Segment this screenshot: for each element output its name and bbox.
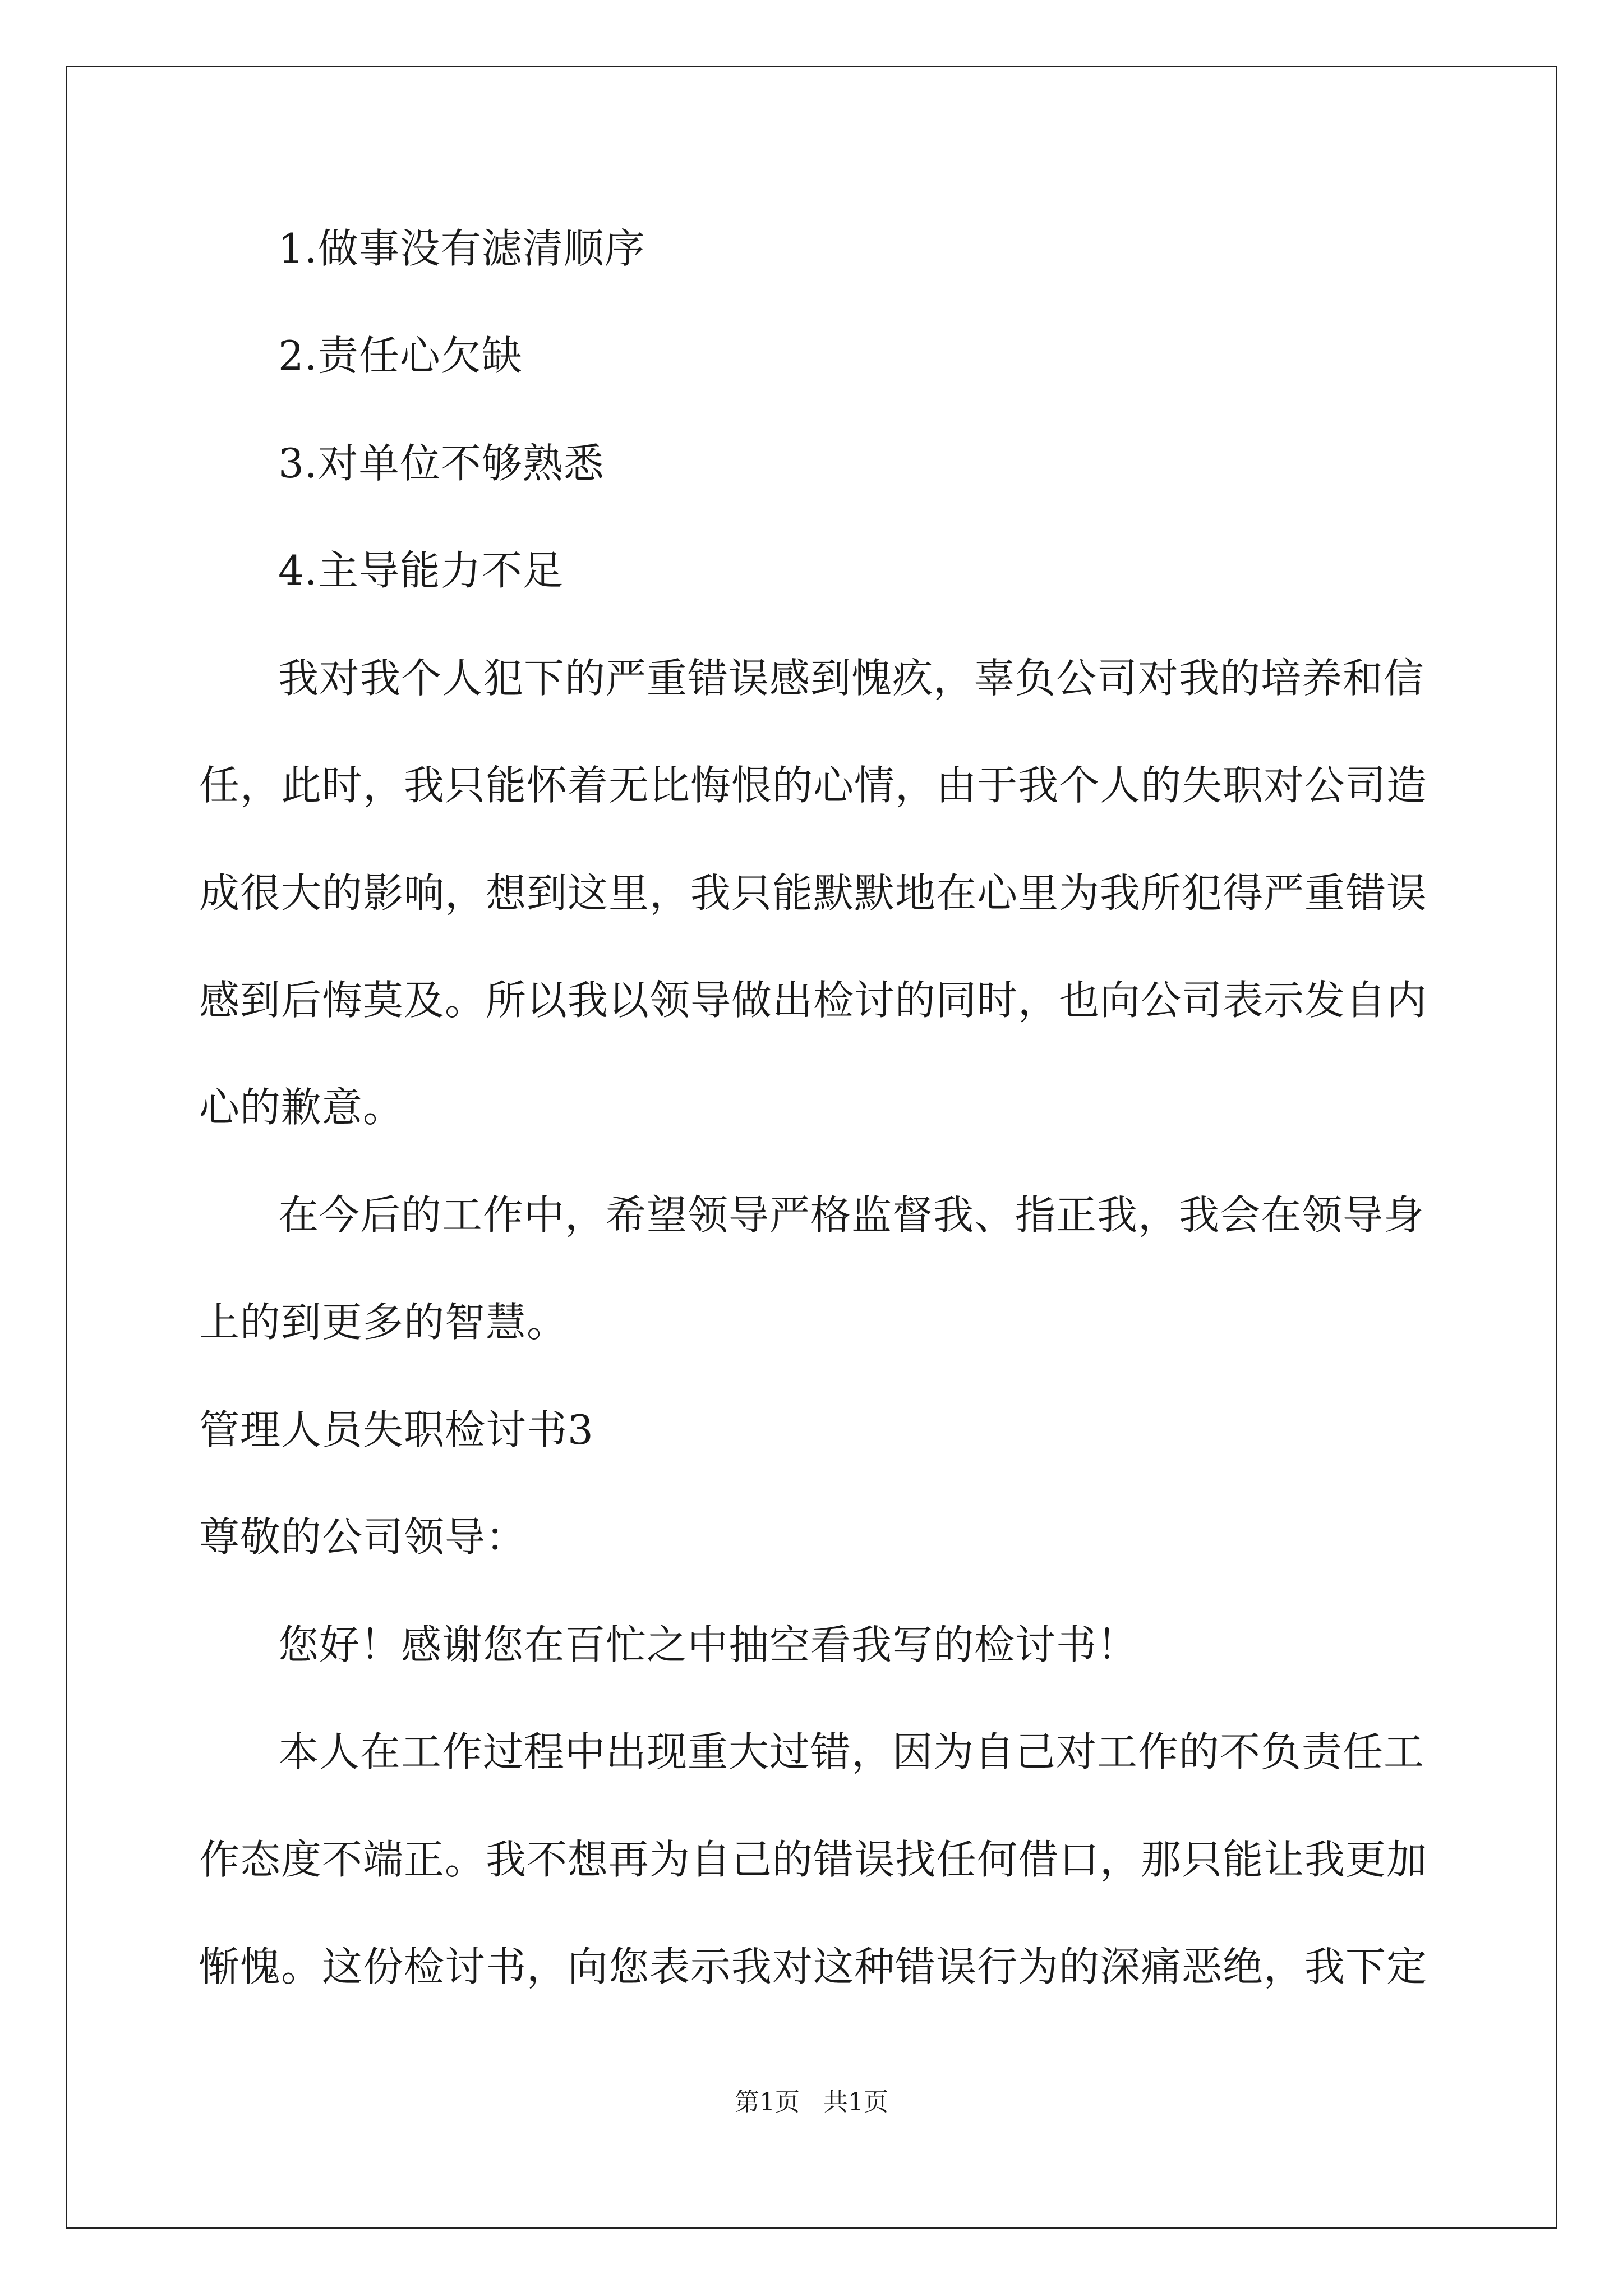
- paragraph-line: 成很大的影响，想到这里，我只能默默地在心里为我所犯得严重错误: [199, 869, 1428, 917]
- list-item: 2.责任心欠缺: [278, 332, 523, 379]
- paragraph-line: 作态度不端正。我不想再为自己的错误找任何借口，那只能让我更加: [199, 1836, 1428, 1883]
- paragraph-line: 心的歉意。: [199, 1084, 404, 1131]
- paragraph-line: 上的到更多的智慧。: [199, 1299, 568, 1346]
- section-title: 管理人员失职检讨书3: [199, 1406, 594, 1453]
- paragraph-line: 惭愧。这份检讨书，向您表示我对这种错误行为的深痛恶绝，我下定: [199, 1943, 1428, 1990]
- list-item: 1.做事没有滤清顺序: [278, 225, 645, 272]
- paragraph-line: 在今后的工作中，希望领导严格监督我、指正我，我会在领导身: [278, 1191, 1425, 1239]
- list-item: 3.对单位不够熟悉: [278, 440, 605, 487]
- page-border: [66, 66, 1557, 2229]
- page-footer: 第1页 共1页: [735, 2088, 888, 2116]
- salutation: 尊敬的公司领导：: [199, 1513, 527, 1561]
- list-item: 4.主导能力不足: [278, 547, 564, 594]
- greeting: 您好！感谢您在百忙之中抽空看我写的检讨书！: [278, 1621, 1138, 1668]
- paragraph-line: 任，此时，我只能怀着无比悔恨的心情，由于我个人的失职对公司造: [199, 762, 1428, 809]
- paragraph-line: 本人在工作过程中出现重大过错，因为自己对工作的不负责任工: [278, 1728, 1425, 1775]
- paragraph-line: 感到后悔莫及。所以我以领导做出检讨的同时，也向公司表示发自内: [199, 977, 1428, 1024]
- paragraph-line: 我对我个人犯下的严重错误感到愧疚，辜负公司对我的培养和信: [278, 655, 1425, 702]
